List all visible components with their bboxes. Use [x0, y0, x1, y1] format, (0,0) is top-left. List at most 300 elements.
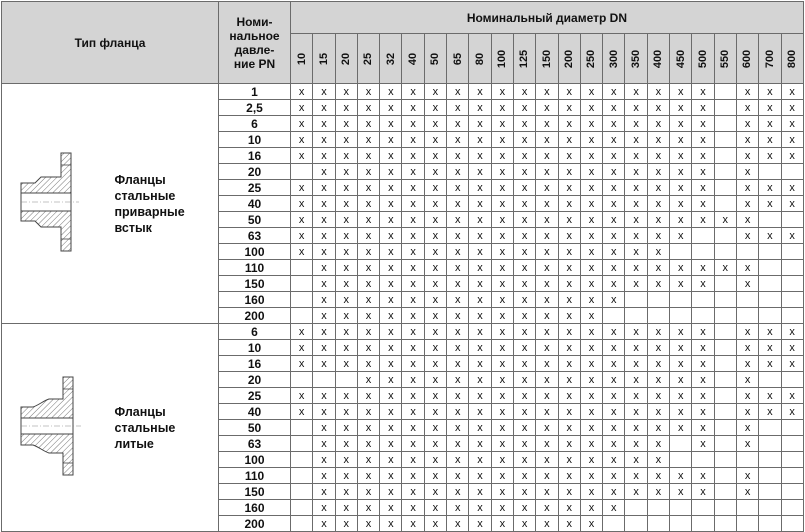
availability-cell: x — [513, 116, 535, 132]
availability-cell: x — [380, 468, 402, 484]
availability-cell: x — [469, 132, 491, 148]
dn-value-header — [402, 34, 424, 84]
availability-cell: x — [692, 372, 714, 388]
availability-cell: x — [424, 276, 446, 292]
availability-cell: x — [357, 228, 379, 244]
dn-value-header — [291, 34, 313, 84]
availability-cell — [759, 164, 781, 180]
availability-cell — [670, 244, 692, 260]
availability-cell: x — [558, 372, 580, 388]
availability-cell: x — [647, 244, 669, 260]
availability-cell: x — [513, 196, 535, 212]
availability-cell: x — [558, 516, 580, 532]
availability-cell: x — [558, 100, 580, 116]
flange-type-label-line: приварные — [114, 204, 185, 219]
availability-cell: x — [558, 292, 580, 308]
flange-type-header — [2, 2, 219, 84]
availability-cell: x — [402, 324, 424, 340]
availability-cell: x — [536, 148, 558, 164]
table-row — [2, 84, 804, 100]
availability-cell: x — [335, 452, 357, 468]
availability-cell: x — [513, 356, 535, 372]
availability-cell: x — [424, 356, 446, 372]
availability-cell: x — [469, 100, 491, 116]
availability-cell: x — [402, 468, 424, 484]
availability-cell: x — [313, 116, 335, 132]
availability-cell: x — [580, 500, 602, 516]
availability-cell: x — [424, 420, 446, 436]
availability-cell — [759, 212, 781, 228]
availability-cell — [759, 420, 781, 436]
availability-cell: x — [335, 180, 357, 196]
dn-value-label: 80 — [474, 52, 487, 65]
availability-cell: x — [759, 404, 781, 420]
availability-cell: x — [402, 132, 424, 148]
availability-cell — [291, 452, 313, 468]
availability-cell: x — [291, 340, 313, 356]
availability-cell: x — [357, 244, 379, 260]
availability-cell — [714, 116, 736, 132]
availability-cell: x — [402, 420, 424, 436]
availability-cell: x — [469, 164, 491, 180]
availability-cell — [781, 260, 803, 276]
availability-cell: x — [513, 420, 535, 436]
availability-cell: x — [580, 116, 602, 132]
availability-cell — [291, 420, 313, 436]
availability-cell: x — [513, 84, 535, 100]
availability-cell: x — [291, 100, 313, 116]
availability-cell — [291, 292, 313, 308]
availability-cell: x — [647, 356, 669, 372]
availability-cell: x — [647, 436, 669, 452]
availability-cell: x — [424, 308, 446, 324]
availability-cell: x — [692, 420, 714, 436]
availability-cell: x — [736, 148, 758, 164]
availability-cell: x — [335, 84, 357, 100]
availability-cell — [759, 436, 781, 452]
pn-value: 16 — [219, 148, 291, 164]
availability-cell: x — [580, 372, 602, 388]
availability-cell: x — [781, 116, 803, 132]
availability-cell: x — [335, 324, 357, 340]
dn-value-header — [335, 34, 357, 84]
availability-cell: x — [402, 164, 424, 180]
availability-cell: x — [491, 180, 513, 196]
availability-cell — [759, 292, 781, 308]
availability-cell: x — [357, 164, 379, 180]
availability-cell: x — [670, 100, 692, 116]
availability-cell — [781, 292, 803, 308]
availability-cell: x — [580, 356, 602, 372]
availability-cell: x — [313, 292, 335, 308]
availability-cell: x — [357, 148, 379, 164]
availability-cell: x — [447, 340, 469, 356]
dn-value-header — [536, 34, 558, 84]
dn-value-label: 500 — [696, 49, 709, 68]
availability-cell: x — [335, 100, 357, 116]
availability-cell: x — [291, 388, 313, 404]
availability-cell — [714, 340, 736, 356]
availability-cell: x — [447, 500, 469, 516]
availability-cell: x — [491, 388, 513, 404]
availability-cell: x — [402, 196, 424, 212]
availability-cell: x — [313, 276, 335, 292]
availability-cell — [291, 372, 313, 388]
availability-cell: x — [580, 260, 602, 276]
availability-cell: x — [670, 372, 692, 388]
availability-cell: x — [447, 84, 469, 100]
availability-cell: x — [692, 468, 714, 484]
availability-cell: x — [625, 100, 647, 116]
flange-type-label-line: Фланцы — [114, 404, 166, 419]
availability-cell: x — [580, 244, 602, 260]
availability-cell — [736, 500, 758, 516]
availability-cell: x — [558, 148, 580, 164]
availability-cell: x — [447, 276, 469, 292]
availability-cell: x — [647, 116, 669, 132]
availability-cell — [714, 196, 736, 212]
availability-cell: x — [424, 324, 446, 340]
flange-type-label — [109, 84, 219, 324]
availability-cell: x — [491, 420, 513, 436]
availability-cell: x — [736, 180, 758, 196]
availability-cell: x — [781, 388, 803, 404]
availability-cell: x — [558, 484, 580, 500]
availability-cell: x — [759, 100, 781, 116]
flange-table-container — [1, 1, 804, 532]
availability-cell — [603, 516, 625, 532]
availability-cell: x — [469, 228, 491, 244]
availability-cell: x — [469, 436, 491, 452]
dn-value-header — [357, 34, 379, 84]
availability-cell — [759, 500, 781, 516]
availability-cell: x — [603, 292, 625, 308]
flange-type-label-line: литые — [114, 436, 154, 451]
availability-cell: x — [402, 308, 424, 324]
availability-cell: x — [625, 164, 647, 180]
pn-value: 25 — [219, 388, 291, 404]
availability-cell: x — [647, 484, 669, 500]
dn-value-label: 15 — [317, 52, 330, 65]
availability-cell: x — [781, 100, 803, 116]
availability-cell: x — [558, 356, 580, 372]
availability-cell: x — [558, 468, 580, 484]
availability-cell: x — [536, 196, 558, 212]
availability-cell: x — [558, 212, 580, 228]
availability-cell: x — [447, 388, 469, 404]
dn-value-label: 20 — [340, 52, 353, 65]
availability-cell — [714, 148, 736, 164]
availability-cell: x — [491, 308, 513, 324]
flange-type-header-label: Тип фланца — [74, 35, 146, 50]
availability-cell: x — [469, 308, 491, 324]
availability-cell: x — [603, 228, 625, 244]
availability-cell — [714, 468, 736, 484]
availability-cell: x — [580, 324, 602, 340]
availability-cell — [692, 500, 714, 516]
availability-cell: x — [603, 116, 625, 132]
availability-cell: x — [603, 452, 625, 468]
availability-cell: x — [647, 228, 669, 244]
availability-cell: x — [781, 340, 803, 356]
availability-cell: x — [402, 516, 424, 532]
availability-cell: x — [558, 132, 580, 148]
availability-cell: x — [670, 148, 692, 164]
pn-value: 150 — [219, 276, 291, 292]
availability-cell: x — [335, 516, 357, 532]
availability-cell: x — [424, 180, 446, 196]
availability-cell: x — [491, 372, 513, 388]
dn-value-header — [714, 34, 736, 84]
availability-cell: x — [447, 404, 469, 420]
availability-cell: x — [670, 356, 692, 372]
pn-value: 20 — [219, 164, 291, 180]
availability-cell: x — [424, 100, 446, 116]
availability-cell: x — [313, 484, 335, 500]
availability-cell: x — [647, 132, 669, 148]
availability-cell: x — [513, 228, 535, 244]
availability-cell: x — [513, 260, 535, 276]
availability-cell — [781, 244, 803, 260]
availability-cell: x — [380, 180, 402, 196]
availability-cell: x — [513, 436, 535, 452]
availability-cell: x — [313, 84, 335, 100]
availability-cell: x — [603, 500, 625, 516]
availability-cell: x — [513, 244, 535, 260]
availability-cell: x — [380, 164, 402, 180]
availability-cell: x — [491, 356, 513, 372]
dn-value-label: 25 — [362, 52, 375, 65]
availability-cell: x — [692, 484, 714, 500]
availability-cell: x — [335, 164, 357, 180]
pn-value: 200 — [219, 308, 291, 324]
availability-cell: x — [513, 516, 535, 532]
availability-cell: x — [424, 516, 446, 532]
availability-cell: x — [291, 404, 313, 420]
availability-cell: x — [447, 244, 469, 260]
availability-cell: x — [580, 132, 602, 148]
availability-cell: x — [335, 356, 357, 372]
pn-value: 40 — [219, 196, 291, 212]
availability-cell — [714, 292, 736, 308]
availability-cell: x — [536, 260, 558, 276]
availability-cell — [291, 516, 313, 532]
pn-value: 160 — [219, 500, 291, 516]
availability-cell: x — [692, 180, 714, 196]
availability-cell: x — [558, 388, 580, 404]
dn-value-header — [625, 34, 647, 84]
availability-cell: x — [491, 516, 513, 532]
availability-cell: x — [357, 372, 379, 388]
availability-cell: x — [558, 308, 580, 324]
availability-cell: x — [335, 148, 357, 164]
availability-cell: x — [447, 196, 469, 212]
availability-cell: x — [357, 276, 379, 292]
availability-cell: x — [580, 436, 602, 452]
availability-cell: x — [670, 420, 692, 436]
availability-cell: x — [670, 180, 692, 196]
availability-cell: x — [380, 196, 402, 212]
availability-cell: x — [402, 340, 424, 356]
availability-cell: x — [736, 436, 758, 452]
availability-cell: x — [647, 372, 669, 388]
availability-cell: x — [670, 164, 692, 180]
dn-value-header — [558, 34, 580, 84]
availability-cell: x — [447, 484, 469, 500]
availability-cell — [759, 452, 781, 468]
availability-cell: x — [670, 116, 692, 132]
availability-cell: x — [291, 244, 313, 260]
availability-cell: x — [736, 404, 758, 420]
availability-cell: x — [603, 324, 625, 340]
availability-cell: x — [536, 164, 558, 180]
availability-cell: x — [313, 228, 335, 244]
availability-cell: x — [313, 468, 335, 484]
availability-cell: x — [692, 164, 714, 180]
pn-value: 6 — [219, 116, 291, 132]
availability-cell: x — [291, 148, 313, 164]
availability-cell: x — [380, 228, 402, 244]
dn-value-label: 700 — [763, 49, 776, 68]
availability-cell: x — [447, 324, 469, 340]
availability-cell: x — [424, 212, 446, 228]
dn-value-label: 350 — [630, 49, 643, 68]
availability-cell — [736, 292, 758, 308]
availability-cell — [670, 500, 692, 516]
availability-cell — [670, 516, 692, 532]
availability-cell — [335, 372, 357, 388]
availability-cell: x — [357, 500, 379, 516]
availability-cell — [692, 308, 714, 324]
availability-cell: x — [536, 84, 558, 100]
availability-cell: x — [647, 420, 669, 436]
availability-cell: x — [781, 84, 803, 100]
availability-cell: x — [536, 388, 558, 404]
availability-cell — [714, 132, 736, 148]
availability-cell: x — [692, 436, 714, 452]
availability-cell: x — [357, 452, 379, 468]
availability-cell — [692, 228, 714, 244]
availability-cell: x — [536, 436, 558, 452]
availability-cell: x — [469, 372, 491, 388]
availability-cell — [781, 484, 803, 500]
availability-cell: x — [536, 308, 558, 324]
availability-cell: x — [447, 132, 469, 148]
availability-cell — [714, 244, 736, 260]
availability-cell: x — [670, 388, 692, 404]
pn-value: 100 — [219, 452, 291, 468]
availability-cell: x — [692, 340, 714, 356]
availability-cell: x — [313, 100, 335, 116]
availability-cell — [714, 436, 736, 452]
availability-cell: x — [313, 164, 335, 180]
availability-cell: x — [313, 420, 335, 436]
availability-cell: x — [736, 340, 758, 356]
availability-cell: x — [692, 132, 714, 148]
availability-cell: x — [357, 484, 379, 500]
availability-cell: x — [536, 404, 558, 420]
dn-value-header — [513, 34, 535, 84]
availability-cell: x — [424, 500, 446, 516]
pn-value: 63 — [219, 436, 291, 452]
availability-cell: x — [759, 196, 781, 212]
availability-cell: x — [313, 308, 335, 324]
availability-cell: x — [424, 84, 446, 100]
dn-value-header — [424, 34, 446, 84]
availability-cell: x — [469, 292, 491, 308]
availability-cell: x — [558, 436, 580, 452]
availability-cell: x — [580, 308, 602, 324]
nominal-diameter-header — [291, 2, 804, 34]
availability-cell: x — [692, 276, 714, 292]
availability-cell: x — [313, 500, 335, 516]
availability-cell: x — [736, 468, 758, 484]
availability-cell: x — [291, 196, 313, 212]
availability-cell: x — [670, 340, 692, 356]
availability-cell: x — [447, 100, 469, 116]
availability-cell: x — [625, 148, 647, 164]
pn-value: 50 — [219, 420, 291, 436]
availability-cell — [781, 436, 803, 452]
availability-cell: x — [380, 372, 402, 388]
availability-cell: x — [402, 404, 424, 420]
availability-cell: x — [357, 356, 379, 372]
availability-cell — [714, 484, 736, 500]
availability-cell: x — [759, 180, 781, 196]
availability-cell: x — [536, 420, 558, 436]
nominal-pressure-header — [219, 2, 291, 84]
availability-cell — [692, 516, 714, 532]
pn-value: 110 — [219, 468, 291, 484]
availability-cell: x — [558, 244, 580, 260]
availability-cell: x — [335, 308, 357, 324]
availability-cell: x — [647, 452, 669, 468]
dn-value-header — [647, 34, 669, 84]
availability-cell — [759, 484, 781, 500]
availability-cell — [714, 308, 736, 324]
availability-cell: x — [536, 484, 558, 500]
availability-cell — [781, 276, 803, 292]
availability-cell: x — [447, 420, 469, 436]
availability-cell: x — [447, 372, 469, 388]
flange-type-label-line: стальные — [114, 188, 176, 203]
availability-cell — [714, 388, 736, 404]
availability-cell: x — [536, 100, 558, 116]
availability-cell: x — [647, 100, 669, 116]
availability-cell: x — [625, 452, 647, 468]
nominal-diameter-header-label: Номинальный диаметр DN — [466, 10, 627, 25]
availability-cell: x — [580, 388, 602, 404]
availability-cell: x — [781, 180, 803, 196]
availability-cell — [714, 100, 736, 116]
weld-neck-flange-icon — [19, 147, 91, 257]
availability-cell: x — [402, 388, 424, 404]
dn-value-label: 200 — [563, 49, 576, 68]
availability-cell: x — [536, 132, 558, 148]
availability-cell: x — [402, 148, 424, 164]
availability-cell: x — [536, 468, 558, 484]
availability-cell: x — [357, 340, 379, 356]
availability-cell: x — [580, 164, 602, 180]
availability-cell: x — [513, 212, 535, 228]
availability-cell: x — [558, 180, 580, 196]
availability-cell: x — [357, 436, 379, 452]
dn-value-label: 450 — [674, 49, 687, 68]
availability-cell: x — [491, 484, 513, 500]
availability-cell: x — [536, 292, 558, 308]
availability-cell: x — [625, 260, 647, 276]
availability-cell: x — [491, 84, 513, 100]
